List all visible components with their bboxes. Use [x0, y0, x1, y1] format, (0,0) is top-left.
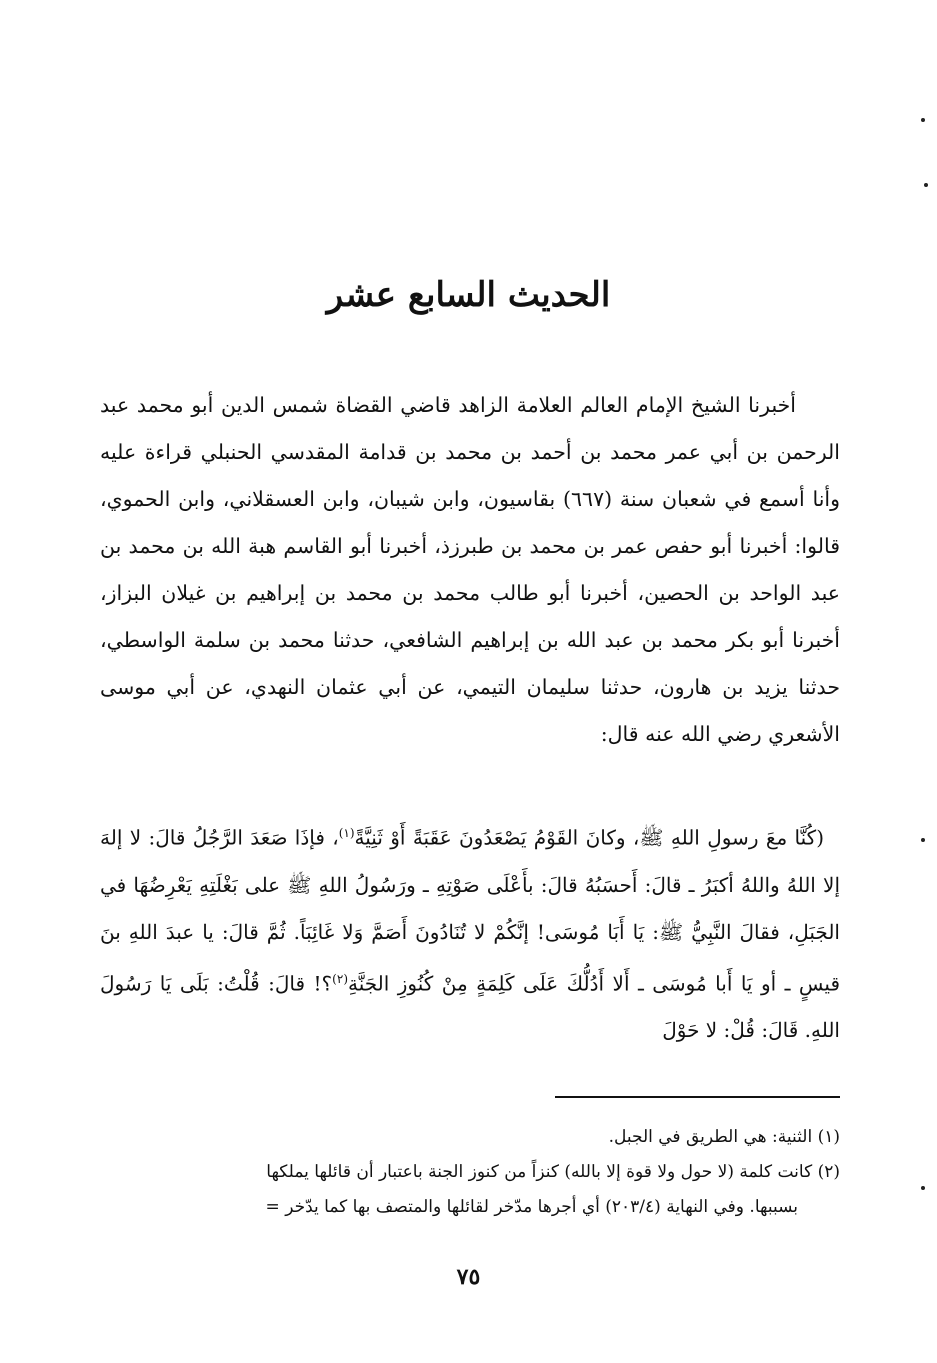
footnote-2 — [100, 1155, 840, 1190]
footnote-2-number: (٢) — [817, 1162, 840, 1182]
footnote-1-number: (١) — [817, 1127, 840, 1147]
matn-part-3: ؟! قالَ: قُلْتُ: بَلَى يَا رَسُولَ اللهِ. قَالَ: قُلْ: لا حَوْلَ — [100, 971, 840, 1043]
matn-part-1: (كُنَّا معَ رسولِ اللهِ ﷺ، وكانَ القَوْمُ يَصْعَدُونَ عَقَبَةً أَوْ ثَنِيَّةً — [354, 825, 824, 850]
footnote-2-text: كانت كلمة (لا حول ولا قوة إلا بالله) كنزاً من كنوز الجنة باعتبار أن قائلها يملكها — [266, 1162, 813, 1182]
footnotes-section — [100, 1120, 840, 1225]
isnad-paragraph — [100, 382, 840, 758]
footnote-1 — [100, 1120, 840, 1155]
footnote-1-text: الثنية: هي الطريق في الجبل. — [608, 1127, 813, 1147]
footnote-ref-2: (٢) — [332, 971, 348, 986]
scan-mark — [921, 118, 925, 122]
footnote-ref-1: (١) — [338, 826, 355, 840]
scan-mark — [921, 838, 925, 842]
isnad-text: أخبرنا الشيخ الإمام العالم العلامة الزاهد قاضي القضاة شمس الدين أبو محمد عبد الرحمن بن أبي عمر محمد بن أحمد بن محمد بن قدامة المقدسي الحنبلي قراءة عليه وأنا أسمع في شعبان سنة (٦٦٧) بقاسيون، وابن شيبان، وابن العسقلاني، وابن الحموي، قالوا: أخبرنا أبو حفص عمر بن محمد بن طبرزذ، أخبرنا أبو القاسم هبة الله بن محمد بن عبد الواحد بن الحصين، أخبرنا أبو طالب محمد بن محمد بن إبراهيم بن غيلان البزاز، أخبرنا أبو بكر محمد بن عبد الله بن إبراهيم الشافعي، حدثنا محمد بن سلمة الواسطي، حدثنا يزيد بن هارون، حدثنا سليمان التيمي، عن أبي عثمان النهدي، عن أبي موسى الأشعري رضي الله عنه قال: — [100, 393, 840, 746]
page-number: ٧٥ — [456, 1264, 481, 1290]
scan-mark — [924, 183, 928, 187]
page-title: الحديث السابع عشر — [326, 274, 611, 315]
matn-paragraph — [100, 810, 840, 1054]
matn-text — [100, 810, 840, 1054]
footnote-2-continuation: بسببها. وفي النهاية (٢٠٣/٤) أي أجرها مدّخر لقائلها والمتصف بها كما يدّخر = — [265, 1197, 798, 1217]
scan-mark — [921, 1186, 925, 1190]
matn-part-2: ، فإذَا صَعَدَ الرَّجُلُ قالَ: لا إلهَ إلا اللهُ واللهُ أكبَرُ ـ قالَ: أَحسَبُهُ قالَ: بأَعْلَى صَوْتِهِ ـ ورَسُولُ اللهِ ﷺ على بَغْلَتِهِ يَعْرِضُهَا في الجَبَلِ، فقالَ النَّبِيُّ ﷺ: يَا أَبَا مُوسَى! إنَّكُمْ لا تُنَادُونَ أَصَمَّ وَلا غَائِبَاً. ثُمَّ قالَ: يا عبدَ اللهِ بنَ قيسٍ ـ أو يَا أَبا مُوسَى ـ أَلا أَدُلُّكَ عَلَى كَلِمَةٍ مِنْ كُنُوزِ الجَنَّةِ — [100, 825, 841, 996]
footnote-divider — [555, 1096, 840, 1098]
